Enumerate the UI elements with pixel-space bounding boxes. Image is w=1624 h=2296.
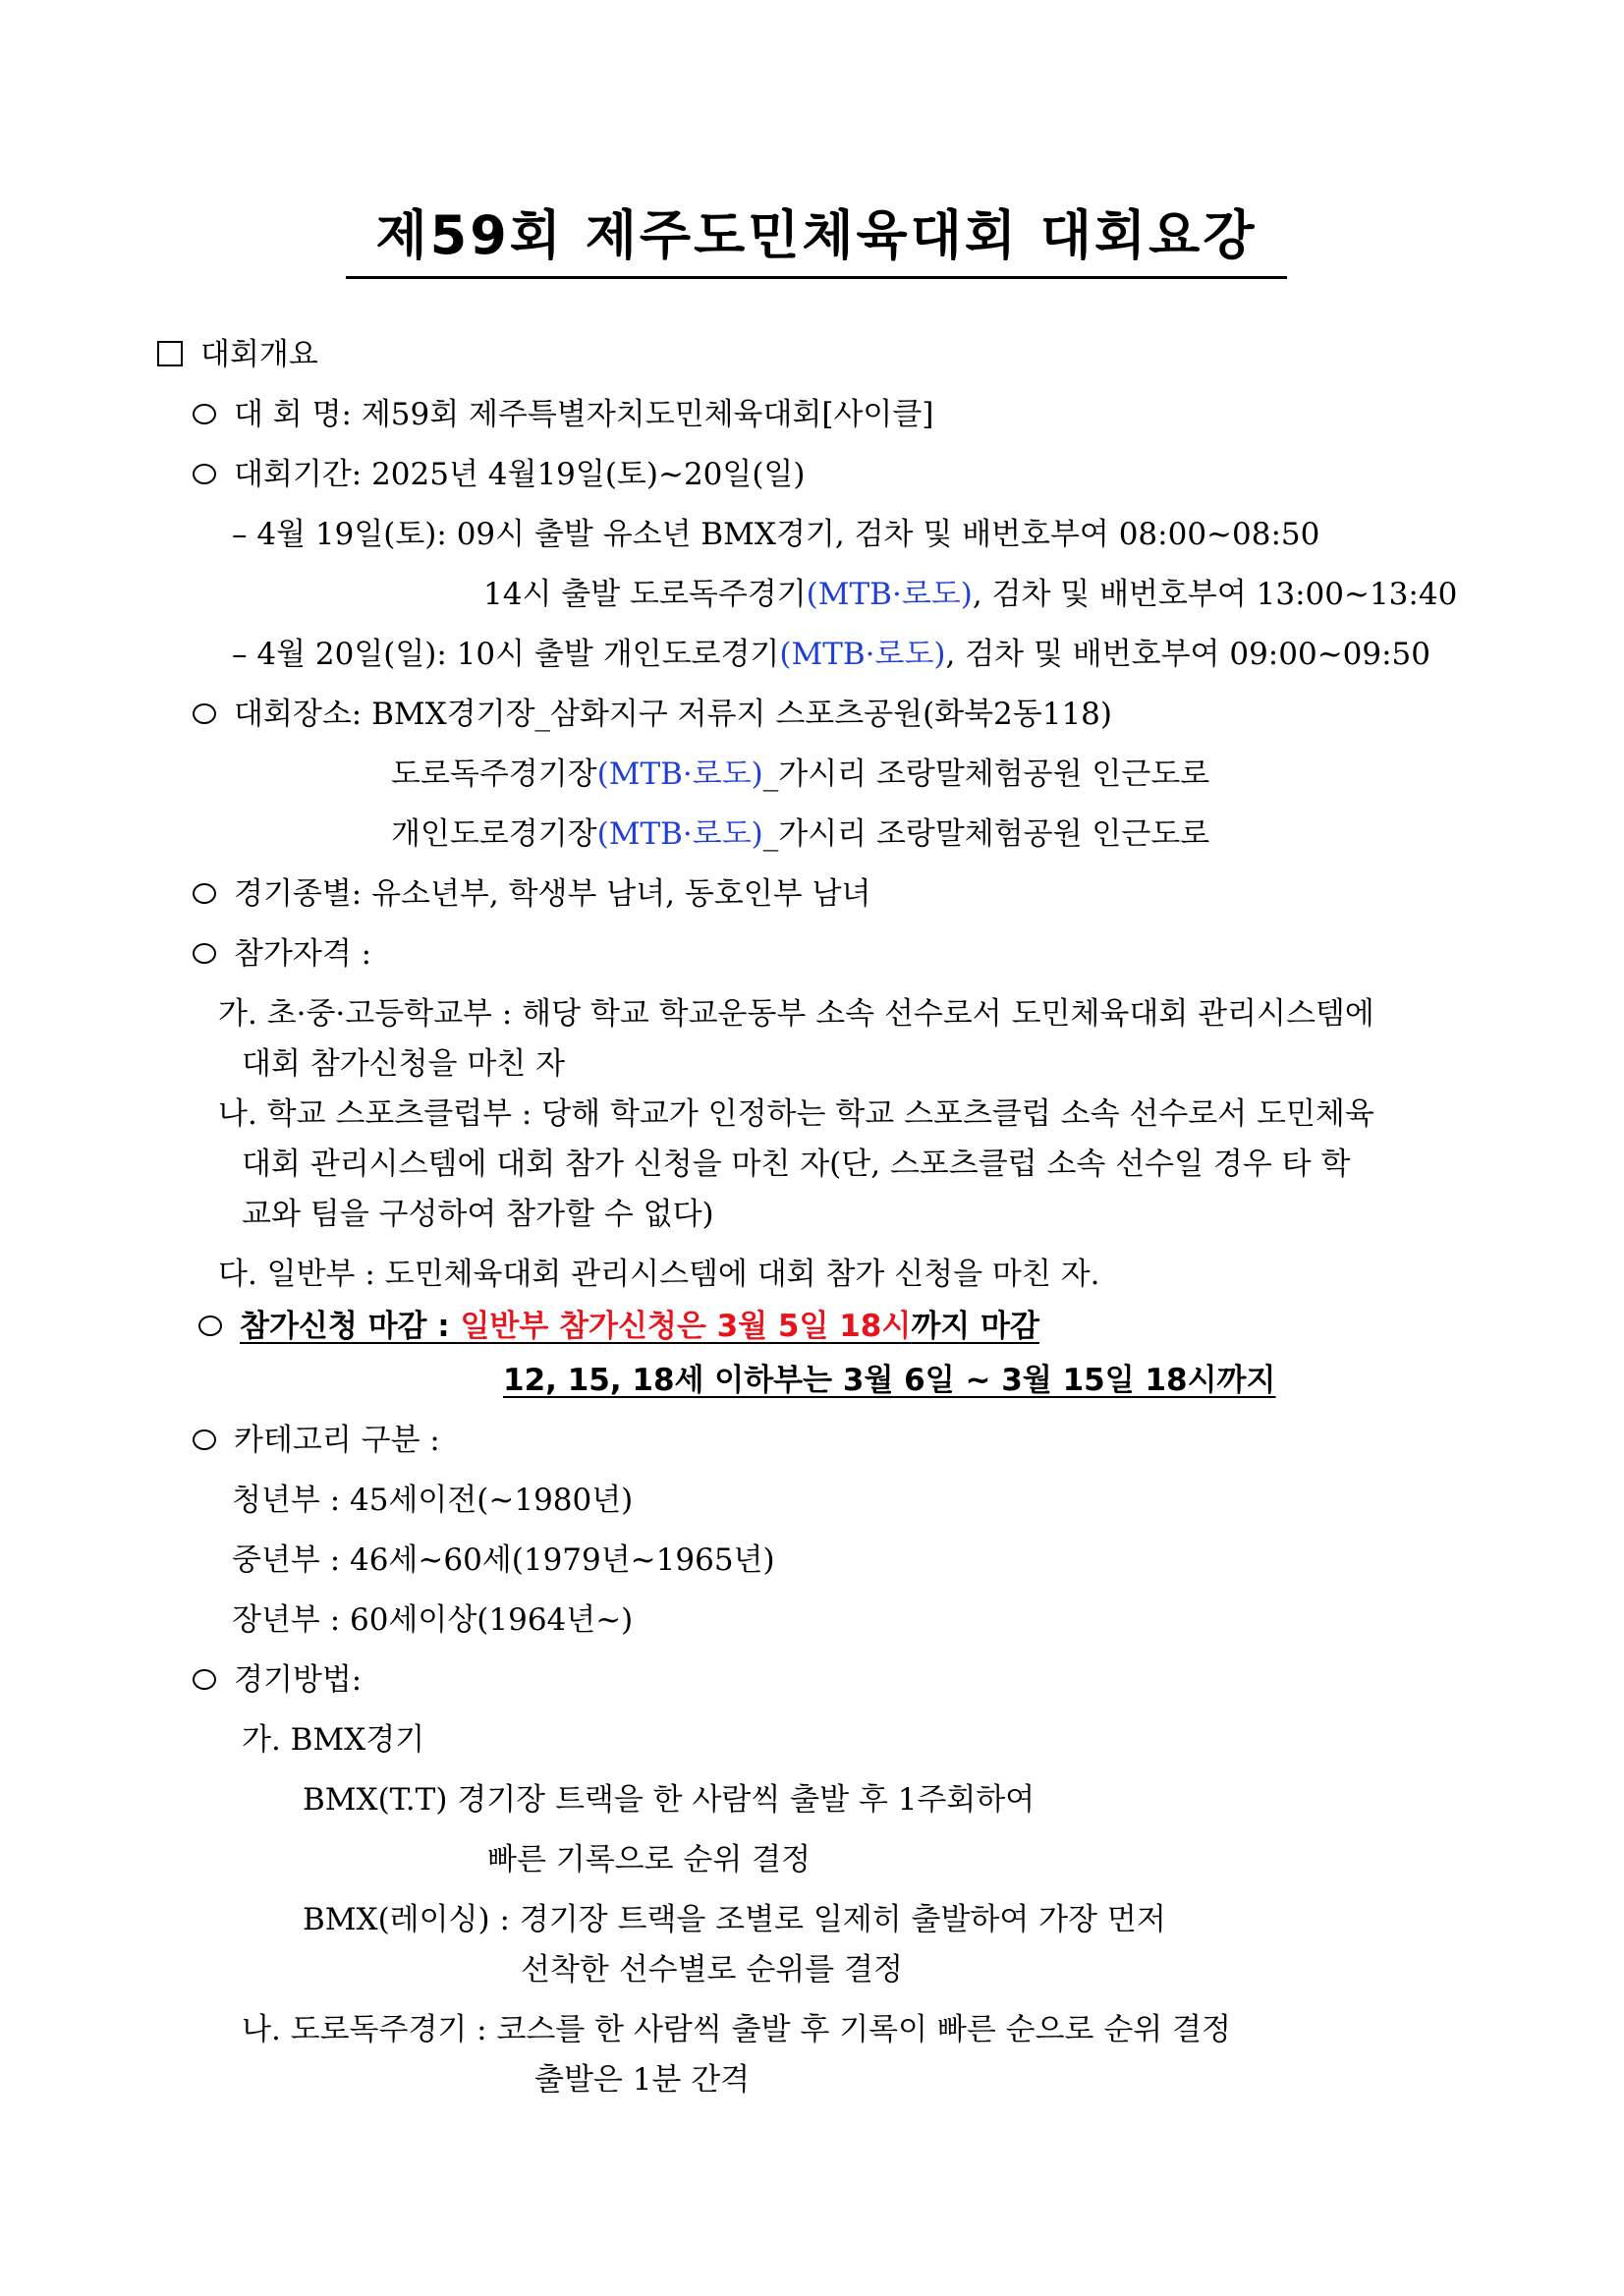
method-heading-text: 경기방법:	[234, 1662, 363, 1698]
venue-road-bike-types: (MTB·로도)	[596, 816, 763, 852]
events-text: 경기종별: 유소년부, 학생부 남녀, 동호인부 남녀	[234, 876, 871, 912]
eligibility-ga-line2: 대회 참가신청을 마친 자	[242, 1046, 566, 1082]
method-time-trial-line2: 출발은 1분 간격	[534, 2062, 751, 2098]
section-heading-text: 대회개요	[200, 337, 318, 372]
venue-tt-name: 도로독주경기장	[391, 756, 597, 792]
period-text: 대회기간: 2025년 4월19일(토)~20일(일)	[234, 457, 806, 492]
method-bmx-race-line2: 선착한 선수별로 순위를 결정	[521, 1952, 903, 1988]
circle-bullet-icon	[193, 1669, 216, 1690]
category-senior: 장년부 : 60세이상(1964년~)	[232, 1602, 634, 1638]
venue-road-race	[391, 814, 1209, 854]
venue-line	[193, 695, 1112, 734]
eligibility-ga-line1: 가. 초·중·고등학교부 : 해당 학교 학교운동부 소속 선수로서 도민체육대회 관리시스템에	[218, 996, 1374, 1032]
events-line	[193, 874, 870, 914]
venue-road-name: 개인도로경기장	[391, 816, 597, 852]
deadline-general: 일반부 참가신청은 3월 5일 18시	[460, 1309, 912, 1344]
circle-bullet-icon	[193, 703, 216, 724]
category-youth: 청년부 : 45세이전(~1980년)	[232, 1483, 634, 1518]
venue-road-location: _가시리 조랑말체험공원 인근도로	[762, 816, 1210, 852]
square-bullet-icon	[157, 341, 183, 366]
day1-tt-check: , 검차 및 배번호부여 13:00~13:40	[972, 577, 1458, 612]
venue-tt-location: _가시리 조랑말체험공원 인근도로	[762, 756, 1210, 792]
period-line	[193, 455, 805, 494]
method-heading	[193, 1660, 362, 1700]
venue-text: 대회장소: BMX경기장_삼화지구 저류지 스포츠공원(화북2동118)	[234, 697, 1112, 732]
category-middle: 중년부 : 46세~60세(1979년~1965년)	[232, 1542, 775, 1578]
method-bmx-tt: BMX(T.T) 경기장 트랙을 한 사람씩 출발 후 1주회하여	[303, 1782, 1036, 1818]
circle-bullet-icon	[193, 464, 216, 484]
day1-tt-bike-types: (MTB·로도)	[806, 577, 973, 612]
day2-schedule	[232, 635, 1430, 674]
eligibility-na-line2: 대회 관리시스템에 대회 참가 신청을 마친 자(단, 스포츠클럽 소속 선수일 경우 타 학	[242, 1147, 1351, 1182]
eligibility-na-line3: 교와 팀을 구성하여 참가할 수 없다)	[242, 1197, 714, 1232]
deadline-label: 참가신청 마감 :	[240, 1309, 461, 1344]
circle-bullet-icon	[193, 404, 216, 424]
circle-bullet-icon	[193, 883, 216, 904]
day2-bike-types: (MTB·로도)	[779, 637, 946, 672]
method-bmx-heading: 가. BMX경기	[242, 1722, 425, 1758]
day2-check: , 검차 및 배번호부여 09:00~09:50	[945, 637, 1431, 672]
deadline-youth-line: 12, 15, 18세 이하부는 3월 6일 ~ 3월 15일 18시까지	[503, 1363, 1276, 1398]
category-heading-text: 카테고리 구분 :	[234, 1423, 440, 1458]
eligibility-heading	[193, 934, 371, 974]
day2-text: – 4월 20일(일): 10시 출발 개인도로경기	[232, 637, 780, 672]
eligibility-da-line: 다. 일반부 : 도민체육대회 관리시스템에 대회 참가 신청을 마친 자.	[218, 1257, 1100, 1292]
venue-tt-bike-types: (MTB·로도)	[596, 756, 763, 792]
circle-bullet-icon	[193, 1429, 216, 1450]
method-time-trial: 나. 도로독주경기 : 코스를 한 사람씩 출발 후 기록이 빠른 순으로 순위 결정	[242, 2012, 1231, 2047]
eligibility-heading-text: 참가자격 :	[234, 936, 372, 972]
document-title: 제59회 제주도민체육대회 대회요강	[346, 201, 1287, 279]
method-bmx-tt-line2: 빠른 기록으로 순위 결정	[487, 1842, 812, 1877]
category-heading	[193, 1421, 440, 1460]
circle-bullet-icon	[193, 943, 216, 964]
circle-bullet-icon	[198, 1316, 222, 1336]
deadline-line	[198, 1307, 1039, 1346]
method-bmx-race: BMX(레이싱) : 경기장 트랙을 조별로 일제히 출발하여 가장 먼저	[303, 1902, 1166, 1937]
eligibility-na-line1: 나. 학교 스포츠클럽부 : 당해 학교가 인정하는 학교 스포츠클럽 소속 선수로서 도민체육	[218, 1096, 1374, 1132]
deadline-tail: 까지 마감	[911, 1309, 1039, 1344]
competition-name-text: 대 회 명: 제59회 제주특별자치도민체육대회[사이클]	[234, 397, 934, 432]
section-heading	[157, 335, 318, 374]
day1-tt-text: 14시 출발 도로독주경기	[483, 577, 807, 612]
day1-schedule-bmx: – 4월 19일(토): 09시 출발 유소년 BMX경기, 검차 및 배번호부여 08:00~08:50	[232, 517, 1320, 552]
venue-time-trial	[391, 755, 1209, 794]
competition-name-line	[193, 395, 933, 434]
day1-schedule-time-trial	[483, 575, 1457, 614]
